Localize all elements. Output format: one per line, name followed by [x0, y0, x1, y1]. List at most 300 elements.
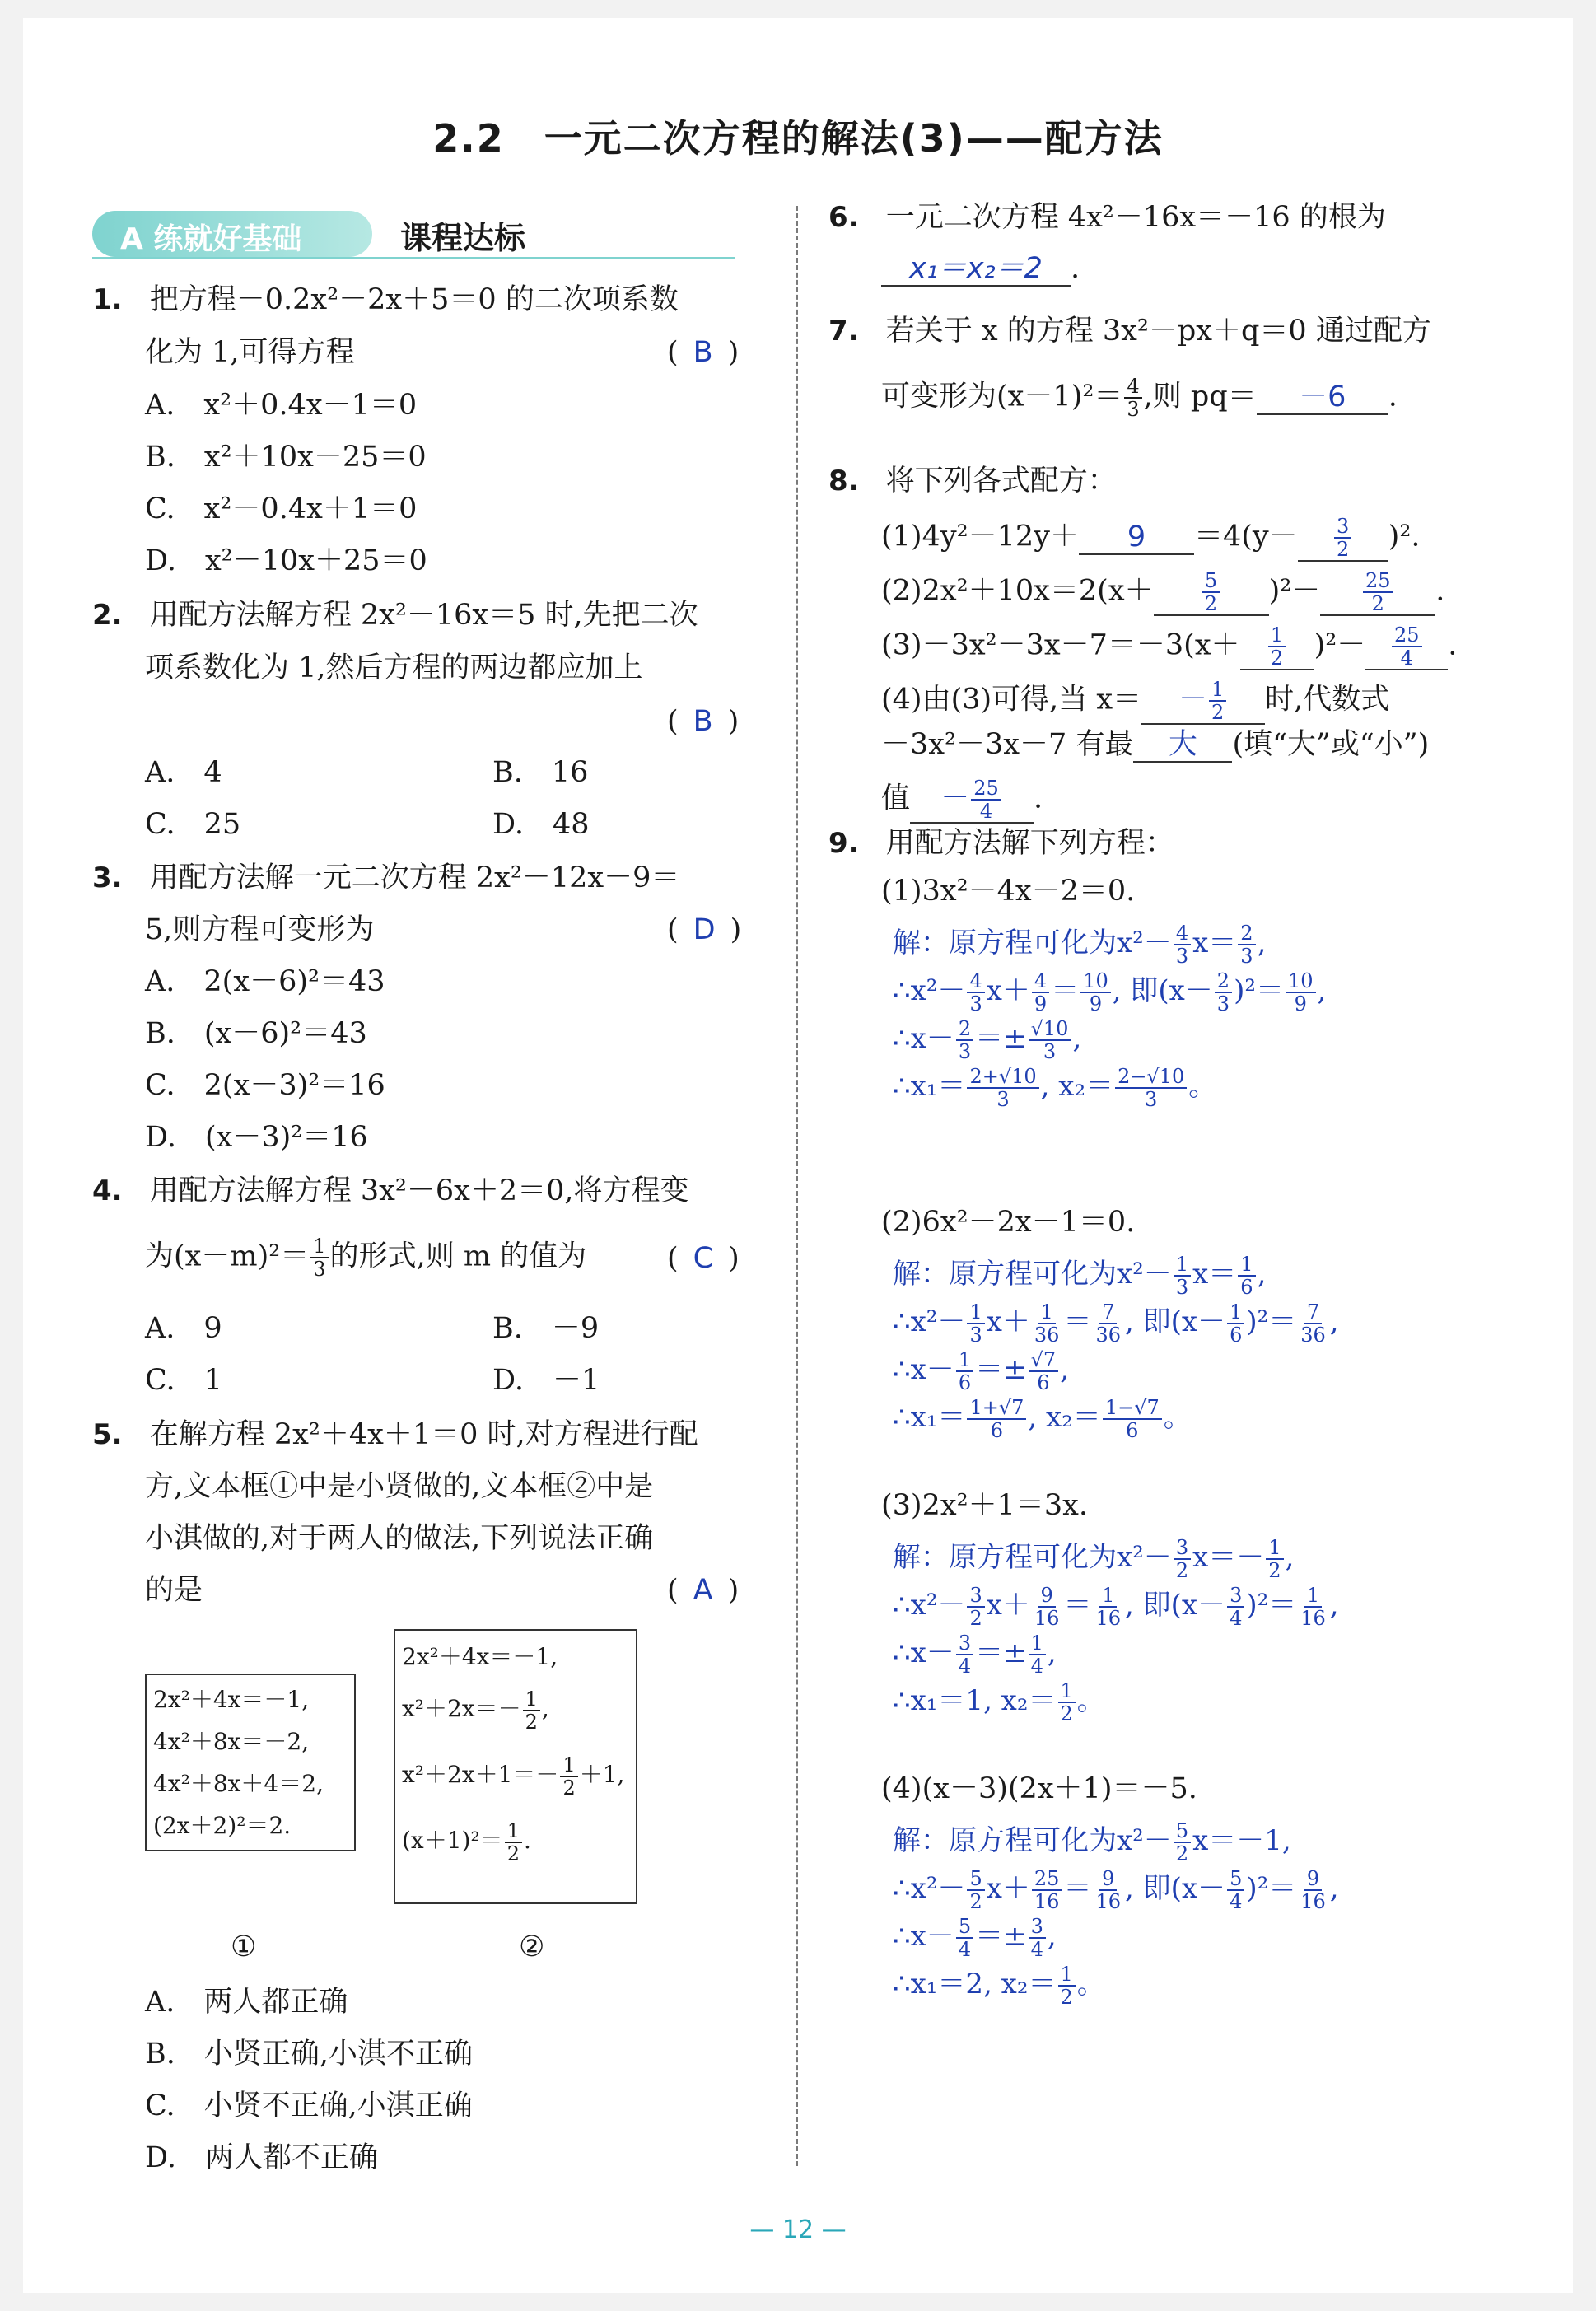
q9	[828, 827, 1174, 860]
q4-option-a: A. 9	[145, 1312, 222, 1345]
q8-p3-frac-den: 2	[1270, 647, 1284, 670]
q9-3-s2-f4n: 3	[1227, 1585, 1244, 1608]
q8-p4-e: 值	[881, 782, 911, 815]
q1-line2: 化为 1,可得方程	[145, 336, 355, 369]
q5-box2-row3-frac-num: 1	[560, 1754, 577, 1777]
q9-2-s3-fn: 1	[956, 1349, 973, 1372]
q9-3-s2-fn: 3	[967, 1585, 984, 1608]
q1-option-a: A. x²＋0.4x－1＝0	[145, 389, 418, 422]
q9-2-s4-f2d: 6	[1126, 1419, 1139, 1442]
q8-p3-frac2-den: 4	[1400, 647, 1413, 670]
q9-4-s3-frac2	[1029, 1916, 1046, 1960]
q3-option-b: B. (x－6)²＝43	[145, 1017, 367, 1050]
q9-1-s3-fn: 2	[956, 1018, 973, 1041]
q9-4-s2-frac3	[1093, 1868, 1123, 1912]
q9-1-s2-fd: 3	[969, 992, 982, 1015]
q8-part4-line3	[881, 777, 1043, 824]
q9-4-s4-d: ∴x₁＝2, x₂＝	[893, 1968, 1057, 2001]
q3-option-d: D. (x－3)²＝16	[145, 1121, 368, 1154]
q9-1-s4-d: ∴x₁＝	[893, 1070, 966, 1103]
q8-p4-c: －3x²－3x－7 有最	[881, 728, 1134, 761]
q5-textbox-2	[394, 1629, 637, 1904]
q9-4-s1-a: 解：原方程可化为x²－	[893, 1824, 1172, 1857]
q9-1-s3-frac2	[1029, 1018, 1071, 1062]
q8-p4-frac-den: 2	[1211, 701, 1225, 724]
q9-4-s2-b4: , 即(x－	[1125, 1872, 1226, 1905]
q7-line2-a: 可变形为(x－1)²＝	[881, 380, 1123, 413]
q9-3-s2-b4: , 即(x－	[1125, 1589, 1226, 1622]
q9-2-s3-c: ∴x－	[893, 1353, 954, 1386]
q4-line2	[145, 1235, 586, 1280]
q3-option-c: C. 2(x－3)²＝16	[145, 1069, 385, 1102]
q5-option-c: C. 小贤不正确,小淇正确	[145, 2089, 473, 2122]
q9-4-s3-c2: ＝±	[975, 1920, 1027, 1953]
q9-2-s2-f4n: 1	[1227, 1301, 1244, 1324]
q9-2-step1	[893, 1254, 1266, 1298]
q8-p2-frac2-den: 2	[1371, 592, 1384, 615]
q9-1-s4-frac2	[1115, 1066, 1187, 1110]
q5-box2-row2-text: x²＋2x＝－	[402, 1695, 521, 1722]
q9-3-s1-a: 解：原方程可化为x²－	[893, 1541, 1172, 1574]
q9-1-step3	[893, 1018, 1081, 1062]
q5-answer: ( A )	[667, 1574, 740, 1607]
q9-1-s2-b6: ,	[1317, 974, 1327, 1007]
q9-4-s3-f2n: 3	[1029, 1916, 1046, 1939]
q9-3-s2-frac	[967, 1585, 984, 1629]
q9-1-s2-f4n: 2	[1215, 970, 1232, 993]
q5-box1-row4: (2x＋2)²＝2.	[153, 1812, 292, 1839]
q4-frac-num: 1	[310, 1235, 328, 1258]
q5-line4: 的是	[145, 1574, 203, 1607]
q9-4-s2-f5n: 9	[1304, 1868, 1322, 1891]
q3-number: 3.	[92, 861, 123, 894]
q9-3-s2-frac5	[1298, 1585, 1328, 1629]
q5-box2-row2-frac	[523, 1688, 540, 1733]
q9-2-s4-d: ∴x₁＝	[893, 1401, 966, 1434]
q5-line3: 小淇做的,对于两人的做法,下列说法正确	[145, 1522, 654, 1555]
q9-3-s3-frac2	[1029, 1632, 1046, 1677]
q9-1-s4-fd: 3	[996, 1088, 1010, 1111]
q9-1-s1-f2n: 2	[1238, 922, 1255, 945]
q9-1-s4-fn: 2+√10	[967, 1066, 1038, 1089]
q4-option-b: B. －9	[492, 1312, 600, 1345]
q9-3-s2-b3: ＝	[1063, 1589, 1092, 1622]
q9-4-s3-f2d: 4	[1030, 1938, 1043, 1961]
q9-2-s2-frac2	[1032, 1301, 1062, 1346]
q9-4-s2-f4d: 4	[1230, 1890, 1243, 1913]
q2-answer-value: B	[693, 705, 713, 738]
q9-1-s2-b: ∴x²－	[893, 974, 966, 1007]
q9-1-s1-a2: x＝	[1192, 927, 1237, 959]
q9-1-step2	[893, 970, 1326, 1015]
q6-answer-value: x₁＝x₂＝2	[881, 252, 1071, 287]
q9-2-step4	[893, 1397, 1192, 1441]
q9-3-s1-frac2	[1266, 1537, 1283, 1581]
q2-option-b: B. 16	[492, 756, 589, 789]
q4-frac-den: 3	[313, 1258, 326, 1281]
q5-box2-row2-frac-num: 1	[523, 1688, 540, 1711]
q4	[92, 1174, 689, 1207]
q3-answer-value: D	[693, 913, 716, 946]
q8-part4-line2	[881, 728, 1429, 763]
q8-p3-frac-num: 1	[1268, 624, 1286, 647]
q9-3-s4-fd: 2	[1060, 1702, 1073, 1725]
q8-p4-answer: 大	[1133, 728, 1232, 763]
q7-frac-num: 4	[1124, 376, 1141, 399]
q9-2-s2-f5n: 7	[1304, 1301, 1322, 1324]
q5-option-b: B. 小贤正确,小淇不正确	[145, 2038, 473, 2071]
q7-line2: 可变形为(x－1)²＝ $\frac{4}{3}$ ,则 pq＝ －6 .	[881, 375, 1398, 421]
q9-1-s3-f2n: √10	[1029, 1018, 1071, 1041]
q7-line2-b: ,则 pq＝	[1143, 380, 1257, 413]
q9-2-s1-a2: x＝	[1192, 1258, 1237, 1291]
q4-line2-b: 的形式,则 m 的值为	[329, 1240, 587, 1273]
q8-p2-frac2-num: 25	[1363, 570, 1393, 593]
q9-4-step2	[893, 1868, 1339, 1912]
q9-2-s1-frac2	[1238, 1254, 1255, 1298]
q4-answer-value: C	[693, 1242, 714, 1275]
q4-option-d: D. －1	[492, 1364, 600, 1397]
q9-3-s2-f5n: 1	[1304, 1585, 1322, 1608]
q9-1-s3-c2: ＝±	[975, 1022, 1027, 1055]
q9-2-s2-frac3	[1093, 1301, 1123, 1346]
q9-2-s4-frac	[967, 1397, 1026, 1441]
section-badge	[92, 211, 372, 257]
q9-1-s2-f4d: 3	[1216, 992, 1230, 1015]
q9-2-s4-fn: 1+√7	[967, 1397, 1026, 1420]
q9-1-s4-f2d: 3	[1145, 1088, 1158, 1111]
q9-2-s3-frac	[956, 1349, 973, 1394]
q9-3-s3-frac	[956, 1632, 973, 1677]
q2-option-a: A. 4	[145, 756, 222, 789]
q9-2-s3-fd: 6	[958, 1371, 972, 1394]
q9-2-s2-f3n: 7	[1099, 1301, 1117, 1324]
q8-p4-a: (4)由(3)可得,当 x＝	[881, 683, 1142, 717]
page-title: 2.2 一元二次方程的解法(3)——配方法	[432, 116, 1164, 161]
q8-p4-b: 时,代数式	[1265, 683, 1390, 717]
q9-2-s2-frac	[967, 1301, 984, 1346]
q5-box1-label: ①	[231, 1931, 257, 1963]
q9-1-step4	[893, 1066, 1216, 1110]
q1-answer: ( B )	[667, 336, 740, 369]
q2-line2: 项系数化为 1,然后方程的两边都应加上	[145, 651, 643, 684]
q9-4-s2-f2d: 16	[1034, 1890, 1060, 1913]
q9-4-s4-fd: 2	[1060, 1986, 1073, 2009]
q5-box2-row1: 2x²＋4x＝－1,	[402, 1643, 558, 1670]
q9-1-s2-fn: 4	[967, 970, 984, 993]
q9-1-s2-frac3	[1080, 970, 1111, 1015]
q5-box2-row3-tail: ＋1,	[579, 1761, 625, 1788]
q2	[92, 599, 698, 632]
q5-box2-row4: (x＋1)²＝ $\frac{1}{2}$ .	[402, 1818, 531, 1865]
q5-box2-row2-frac-den: 2	[525, 1710, 538, 1734]
q9-3-s2-b2: x＋	[986, 1589, 1030, 1622]
q9-3-s2-f3d: 16	[1095, 1607, 1121, 1630]
q9-3-s2-f4d: 4	[1230, 1607, 1243, 1630]
q9-3-s4-d: ∴x₁＝1, x₂＝	[893, 1684, 1057, 1717]
q9-3-s4-frac	[1058, 1680, 1076, 1725]
page-number: — 12 —	[749, 2215, 847, 2244]
q9-2-s2-b4: , 即(x－	[1125, 1305, 1226, 1338]
q1-answer-value: B	[693, 336, 713, 369]
q9-3-s2-fd: 2	[969, 1607, 982, 1630]
q9-4-s2-fd: 2	[969, 1890, 982, 1913]
q8-p2-frac2	[1363, 570, 1393, 614]
q9-1-s3-c3: ,	[1072, 1022, 1082, 1055]
q1-line1: 把方程－0.2x²－2x＋5＝0 的二次项系数	[149, 283, 679, 316]
q9-2-s2-b5: )²＝	[1246, 1305, 1297, 1338]
q9-4-s2-f3d: 16	[1095, 1890, 1121, 1913]
q9-3-s2-frac3	[1093, 1585, 1123, 1629]
q4-option-c: C. 1	[145, 1364, 222, 1397]
q9-3-s2-f3n: 1	[1099, 1585, 1117, 1608]
q9-2-s1-a: 解：原方程可化为x²－	[893, 1258, 1172, 1291]
q9-2-s2-b3: ＝	[1063, 1305, 1092, 1338]
q9-2-s2-frac5	[1298, 1301, 1328, 1346]
q1-option-b: B. x²＋10x－25＝0	[145, 441, 427, 474]
q5-option-a: A. 两人都正确	[145, 1986, 348, 2019]
q9-number: 9.	[828, 827, 859, 860]
q5-answer-value: A	[693, 1574, 713, 1607]
q9-1-s1-frac2	[1238, 922, 1255, 967]
q9-2-s3-c2: ＝±	[975, 1353, 1027, 1386]
q9-2-s1-frac	[1174, 1254, 1191, 1298]
q5-box2-row2: x²＋2x＝－ $\frac{1}{2}$ ,	[402, 1687, 549, 1734]
q9-1-s1-fd: 3	[1175, 945, 1189, 968]
q7-frac-den: 3	[1127, 398, 1140, 421]
q6-number: 6.	[828, 201, 859, 234]
q9-4-s3-c: ∴x－	[893, 1920, 954, 1953]
q9-3-s1-f2d: 2	[1268, 1559, 1281, 1582]
q9-4-s2-f2n: 25	[1032, 1868, 1062, 1891]
q5-line1: 在解方程 2x²＋4x＋1＝0 时,对方程进行配	[149, 1418, 698, 1451]
q8-p4-value-den: 4	[979, 800, 993, 823]
q8-p3-b: )²－	[1314, 628, 1366, 662]
q9-3-s3-c3: ,	[1047, 1636, 1057, 1669]
q9-1-s1-fn: 4	[1174, 922, 1191, 945]
q9-3-step4	[893, 1680, 1105, 1725]
q9-2-s2-f3d: 36	[1095, 1324, 1121, 1347]
q8-p3-frac2	[1392, 624, 1422, 669]
q9-4-s3-fd: 4	[958, 1938, 972, 1961]
q9-2-s2-frac4	[1227, 1301, 1244, 1346]
q8-p1-c: )².	[1388, 520, 1421, 553]
q5-box2-label: ②	[519, 1931, 545, 1963]
q9-4-s1-a2: x＝－1,	[1192, 1824, 1291, 1857]
q9-2-s2-f2n: 1	[1038, 1301, 1056, 1324]
q9-3-s3-f2d: 4	[1030, 1655, 1043, 1678]
q9-4-step1	[893, 1820, 1291, 1865]
q4-answer: ( C )	[667, 1242, 740, 1275]
q9-2-s3-c3: ,	[1060, 1353, 1069, 1386]
q8-p1-frac-den: 2	[1337, 538, 1350, 561]
q9-3-s4-d3: 。	[1076, 1684, 1105, 1717]
q9-1-s2-f2d: 9	[1034, 992, 1048, 1015]
q7-line1: 若关于 x 的方程 3x²－px＋q＝0 通过配方	[885, 315, 1431, 348]
q5	[92, 1418, 698, 1451]
section-badge-label: A 练就好基础	[120, 222, 302, 256]
q1-option-d: D. x²－10x＋25＝0	[145, 544, 427, 577]
q9-4-s2-fn: 5	[967, 1868, 984, 1891]
q9-3-s3-c: ∴x－	[893, 1636, 954, 1669]
q4-number: 4.	[92, 1174, 123, 1207]
q5-box2-row3-text: x²＋2x＋1＝－	[402, 1761, 559, 1788]
q9-4-s2-frac	[967, 1868, 984, 1912]
q9-3-s1-a3: ,	[1285, 1541, 1295, 1574]
q9-1-s1-frac	[1174, 922, 1191, 967]
q9-1-s2-b5: )²＝	[1234, 974, 1284, 1007]
q9-1-s2-frac2	[1032, 970, 1049, 1015]
q9-2-s1-a3: ,	[1257, 1258, 1267, 1291]
q5-textbox-1	[145, 1674, 356, 1851]
q9-3-s1-frac	[1174, 1537, 1191, 1581]
column-divider	[796, 206, 798, 2166]
q8-p1-b: ＝4(y－	[1193, 520, 1298, 553]
q7	[828, 315, 1431, 348]
q9-4-s2-b3: ＝	[1063, 1872, 1092, 1905]
q3-line2: 5,则方程可变形为	[145, 913, 375, 946]
q9-2-s2-b6: ,	[1329, 1305, 1339, 1338]
q8-p1-frac	[1334, 516, 1351, 560]
q9-2-s3-f2d: 6	[1037, 1371, 1050, 1394]
q4-line2-a: 为(x－m)²＝	[145, 1240, 310, 1273]
q9-1-s4-d2: , x₂＝	[1040, 1070, 1114, 1103]
q3-answer: ( D )	[667, 913, 742, 946]
q9-4-s1-fn: 5	[1174, 1820, 1191, 1843]
q6-line1: 一元二次方程 4x²－16x＝－16 的根为	[885, 201, 1386, 234]
q9-3-step2	[893, 1585, 1339, 1629]
q8-p4-value-num: 25	[971, 777, 1001, 801]
q9-3-s2-frac4	[1227, 1585, 1244, 1629]
q1	[92, 283, 679, 316]
q6	[828, 201, 1386, 234]
q9-3-s2-f2n: 9	[1038, 1585, 1056, 1608]
q8-p4-frac	[1209, 679, 1226, 723]
q3-option-a: A. 2(x－6)²＝43	[145, 965, 385, 998]
q9-4-s2-b6: ,	[1329, 1872, 1339, 1905]
q9-4-s2-f3n: 9	[1099, 1868, 1117, 1891]
q8-p2-c: .	[1435, 574, 1445, 608]
q8-p2-frac	[1202, 570, 1220, 614]
q9-3-s2-f2d: 16	[1034, 1607, 1060, 1630]
q9-2-equation: (2)6x²－2x－1＝0.	[881, 1206, 1136, 1239]
q9-2-step3	[893, 1349, 1069, 1394]
q9-2-s1-fd: 3	[1175, 1276, 1189, 1299]
q9-3-s1-f2n: 1	[1266, 1537, 1283, 1560]
q2-answer: ( B )	[667, 705, 740, 738]
q5-box1-row2: 4x²＋8x＝－2,	[153, 1728, 310, 1755]
q9-2-s4-fd: 6	[990, 1419, 1004, 1442]
q5-box2-row4-frac-den: 2	[506, 1842, 520, 1865]
q5-box2-row4-frac	[505, 1820, 522, 1865]
q5-option-d: D. 两人都不正确	[145, 2141, 378, 2174]
q8-p1-frac-num: 3	[1334, 516, 1351, 539]
q9-1-s1-a: 解：原方程可化为x²－	[893, 927, 1172, 959]
q5-box1-row1: 2x²＋4x＝－1,	[153, 1686, 310, 1713]
q9-2-s2-f2d: 36	[1034, 1324, 1060, 1347]
q8-part4	[881, 679, 1389, 725]
q9-2-s1-fn: 1	[1174, 1254, 1191, 1277]
q9-3-s4-fn: 1	[1058, 1680, 1076, 1703]
q5-line2: 方,文本框①中是小贤做的,文本框②中是	[145, 1470, 654, 1503]
q9-4-s2-f4n: 5	[1227, 1868, 1244, 1891]
q9-line1: 用配方法解下列方程：	[885, 827, 1174, 860]
q8-part2	[881, 570, 1444, 616]
q9-1-s2-b3: ＝	[1051, 974, 1080, 1007]
q2-option-c: C. 25	[145, 808, 241, 841]
q5-box2-row4-frac-num: 1	[505, 1820, 522, 1843]
q8-part1	[881, 516, 1420, 562]
q9-1-s2-f5n: 10	[1286, 970, 1316, 993]
q9-2-step2	[893, 1301, 1339, 1346]
q8-p1-answer: 9	[1079, 521, 1194, 555]
q6-answer: x₁＝x₂＝2 .	[881, 252, 1080, 287]
q5-number: 5.	[92, 1418, 123, 1451]
q9-3-s2-b: ∴x²－	[893, 1589, 966, 1622]
q9-4-s2-b: ∴x²－	[893, 1872, 966, 1905]
q8-part3	[881, 624, 1457, 670]
q7-answer-value: －6	[1257, 380, 1388, 415]
q9-1-s1-f2d: 3	[1240, 945, 1253, 968]
q7-fraction	[1124, 376, 1141, 420]
q9-3-step1	[893, 1537, 1294, 1581]
q9-3-s1-fd: 2	[1175, 1559, 1189, 1582]
q9-1-s3-fd: 3	[958, 1040, 972, 1063]
q8-p3-c: .	[1448, 628, 1458, 662]
q9-3-s2-frac2	[1032, 1585, 1062, 1629]
q3	[92, 861, 679, 894]
q8-p4-f: .	[1034, 782, 1043, 815]
q8-p2-b: )²－	[1268, 574, 1321, 608]
q9-3-s1-fn: 3	[1174, 1537, 1191, 1560]
q9-4-s2-frac4	[1227, 1868, 1244, 1912]
q8-p4-value-frac	[971, 777, 1001, 822]
q8-p1-a: (1)4y²－12y＋	[881, 520, 1079, 553]
q9-3-equation: (3)2x²＋1＝3x.	[881, 1489, 1089, 1522]
q9-1-s3-frac	[956, 1018, 973, 1062]
q8-p4-frac-num: 1	[1209, 679, 1226, 702]
q9-1-s2-f3n: 10	[1080, 970, 1111, 993]
q9-1-s3-f2d: 3	[1043, 1040, 1057, 1063]
q8-line1: 将下列各式配方：	[885, 465, 1117, 497]
q8-p3-a: (3)－3x²－3x－7＝－3(x＋	[881, 628, 1240, 662]
q2-number: 2.	[92, 599, 123, 632]
q9-3-s2-b5: )²＝	[1246, 1589, 1297, 1622]
q9-3-s3-c2: ＝±	[975, 1636, 1027, 1669]
q8-p4-neg: －	[1178, 683, 1208, 717]
q9-3-s1-a2: x＝－	[1192, 1541, 1265, 1574]
q9-1-s4-f2n: 2−√10	[1115, 1066, 1187, 1089]
q9-4-s4-frac	[1058, 1963, 1076, 2008]
q9-1-s1-a3: ,	[1257, 927, 1267, 959]
q9-1-s4-frac	[967, 1066, 1038, 1110]
q2-line1: 用配方法解方程 2x²－16x＝5 时,先把二次	[149, 599, 698, 632]
q9-2-s4-d2: , x₂＝	[1028, 1401, 1101, 1434]
q9-1-s4-d3: 。	[1188, 1070, 1217, 1103]
q9-4-s3-c3: ,	[1047, 1920, 1057, 1953]
q9-3-s3-fn: 3	[956, 1632, 973, 1655]
q9-3-s3-fd: 4	[958, 1655, 972, 1678]
q9-4-s1-frac	[1174, 1820, 1191, 1865]
q9-1-s2-frac4	[1215, 970, 1232, 1015]
q9-2-s2-fd: 3	[969, 1324, 982, 1347]
q9-3-s2-b6: ,	[1329, 1589, 1339, 1622]
q5-box1-row3: 4x²＋8x＋4＝2,	[153, 1770, 324, 1797]
q8-p3-frac2-num: 25	[1392, 624, 1422, 647]
q9-2-s3-f2n: √7	[1029, 1349, 1059, 1372]
q9-2-s2-f4d: 6	[1230, 1324, 1243, 1347]
q9-1-s2-f2n: 4	[1032, 970, 1049, 993]
